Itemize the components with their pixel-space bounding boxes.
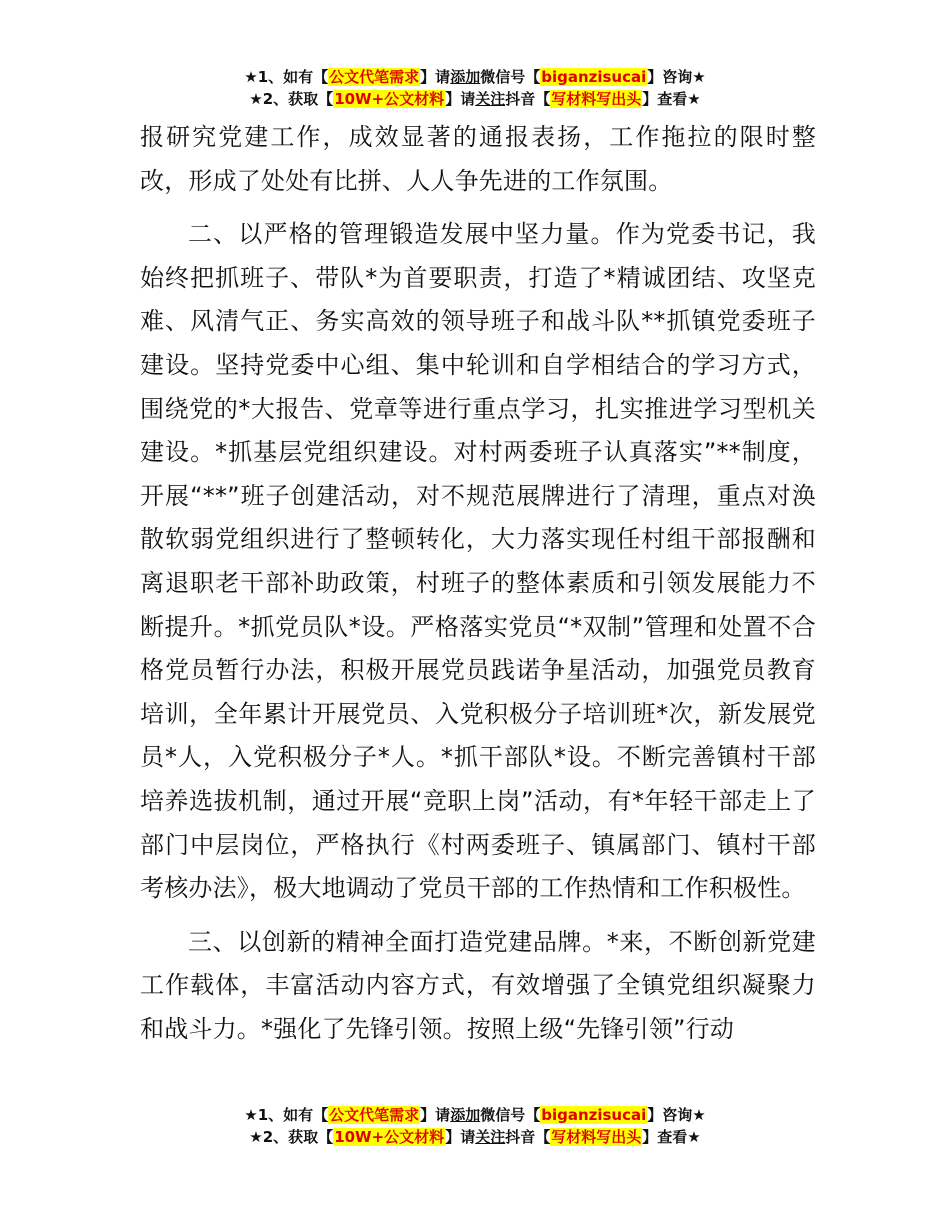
banner-text: 】查看★ xyxy=(642,1128,701,1146)
banner-highlight: biganzisucai xyxy=(541,1106,647,1124)
banner-underlined-text: 关注 xyxy=(475,90,506,108)
banner-text: ★2、获取【 xyxy=(249,90,334,108)
banner-text: 】咨询★ xyxy=(647,68,706,86)
banner-highlight: 10W+公文材料 xyxy=(334,90,445,108)
banner-highlight: 公文代笔需求 xyxy=(329,1106,420,1124)
banner-text: 】请 xyxy=(445,1128,476,1146)
banner-text: 】咨询★ xyxy=(647,1106,706,1124)
banner-text: ★1、如有【 xyxy=(244,68,329,86)
banner-underlined-text: 关注 xyxy=(475,1128,506,1146)
banner-text: 抖音【 xyxy=(505,90,551,108)
banner-text: 】请 xyxy=(420,1106,451,1124)
document-body xyxy=(140,116,816,1051)
banner-underlined-text: 添加 xyxy=(450,68,481,86)
banner-highlight: biganzisucai xyxy=(541,68,647,86)
banner-text: 】请 xyxy=(445,90,476,108)
header-banner-line-1 xyxy=(0,66,950,88)
paragraph-section-three: 三、以创新的精神全面打造党建品牌。*来，不断创新党建工作载体，丰富活动内容方式，有效增强了全镇党组织凝聚力和战斗力。*强化了先锋引领。按照上级“先锋引领”行动 xyxy=(140,927,816,1043)
banner-text: ★2、获取【 xyxy=(249,1128,334,1146)
banner-text: 】查看★ xyxy=(642,90,701,108)
header-banner xyxy=(0,66,950,110)
banner-text: 微信号【 xyxy=(480,68,541,86)
footer-banner xyxy=(0,1104,950,1148)
paragraph-continuation: 报研究党建工作，成效显著的通报表扬，工作拖拉的限时整改，形成了处处有比拼、人人争先进的工作氛围。 xyxy=(140,123,816,195)
banner-underlined-text: 添加 xyxy=(450,1106,481,1124)
banner-text: 微信号【 xyxy=(480,1106,541,1124)
banner-highlight: 公文代笔需求 xyxy=(329,68,420,86)
footer-banner-line-2 xyxy=(0,1126,950,1148)
banner-highlight: 10W+公文材料 xyxy=(334,1128,445,1146)
banner-text: 抖音【 xyxy=(505,1128,551,1146)
banner-highlight: 写材料写出头 xyxy=(551,1128,642,1146)
header-banner-line-2 xyxy=(0,88,950,110)
banner-highlight: 写材料写出头 xyxy=(551,90,642,108)
footer-banner-line-1 xyxy=(0,1104,950,1126)
paragraph-section-two: 二、以严格的管理锻造发展中坚力量。作为党委书记，我始终把抓班子、带队*为首要职责，打造了*精诚团结、攻坚克难、风清气正、务实高效的领导班子和战斗队**抓镇党委班子建设。坚持党委中心组、集中轮训和自学相结合的学习方式，围绕党的*大报告、党章等进行重点学习，扎实推进学习型机关建设。*抓基层党组织建设。对村两委班子认真落实”**制度，开展“**”班子创建活动，对不规范展牌进行了清理，重点对涣散软弱党组织进行了整顿转化，大力落实现任村组干部报酬和离退职老干部补助政策，村班子的整体素质和引领发展能力不断提升。*抓党员队*设。严格落实党员“*双制”管理和处置不合格党员暂行办法，积极开展党员践诺争星活动，加强党员教育培训，全年累计开展党员、入党积极分子培训班*次，新发展党员*人，入党积极分子*人。*抓干部队*设。不断完善镇村干部培养选拔机制，通过开展“竞职上岗”活动，有*年轻干部走上了部门中层岗位，严格执行《村两委班子、镇属部门、镇村干部考核办法》，极大地调动了党员干部的工作热情和工作积极性。 xyxy=(140,220,816,903)
banner-text: 】请 xyxy=(420,68,451,86)
banner-text: ★1、如有【 xyxy=(244,1106,329,1124)
